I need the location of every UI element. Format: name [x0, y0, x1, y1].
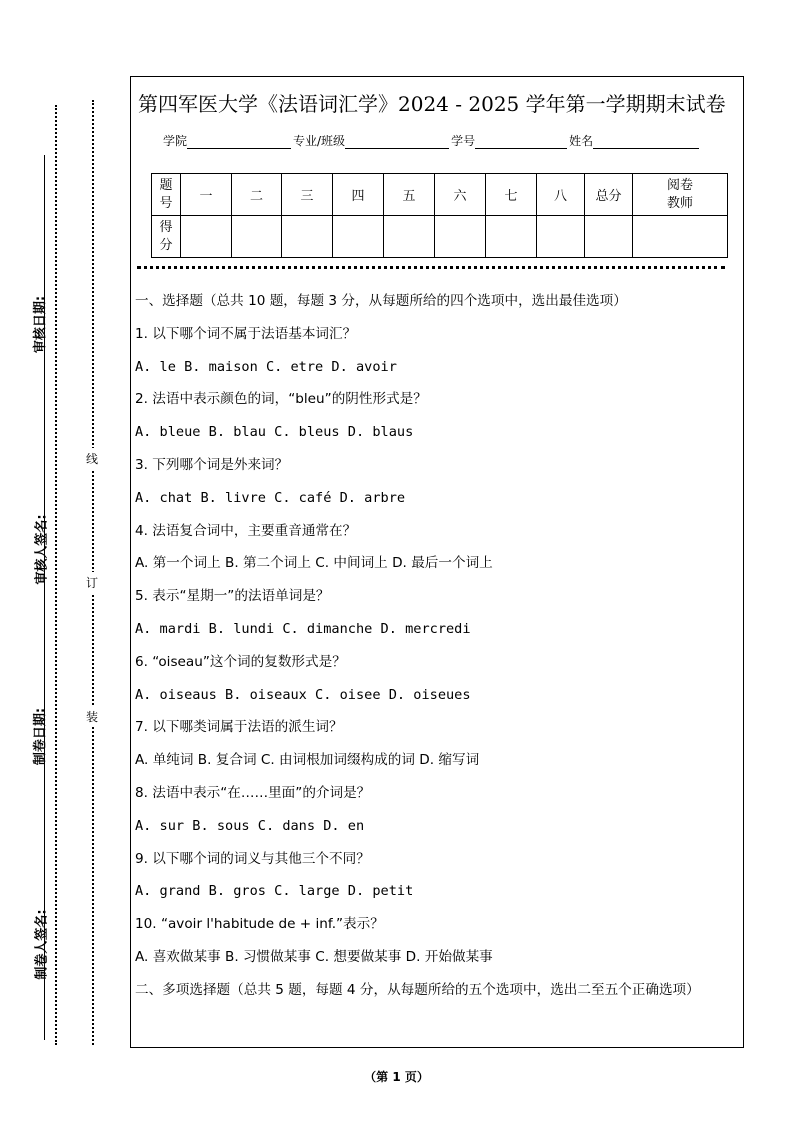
options-line: A. chat B. livre C. café D. arbre: [135, 489, 406, 506]
section2-heading: 二、多项选择题（总共 5 题，每题 4 分，从每题所给的五个选项中，选出二至五个正确选项）: [135, 981, 700, 998]
field-college-label: 学院: [163, 134, 188, 148]
score-col-2: 二: [232, 174, 282, 216]
options-line: A. le B. maison C. etre D. avoir: [135, 358, 397, 375]
score-col-grader: 阅卷 教师: [633, 174, 728, 216]
score-header-label: 题 号: [152, 174, 181, 216]
score-cell-4[interactable]: [333, 216, 384, 258]
maker-sign-label: 制卷人签名:: [34, 909, 50, 980]
section1-heading: 一、选择题（总共 10 题，每题 3 分，从每题所给的四个选项中，选出最佳选项）: [135, 293, 627, 309]
options-line: A. oiseaus B. oiseaux C. oisee D. oiseues: [135, 686, 471, 703]
exam-content: [135, 290, 740, 1001]
score-col-total: 总分: [585, 174, 633, 216]
score-cell-3[interactable]: [282, 216, 333, 258]
score-col-8: 八: [537, 174, 585, 216]
header-divider: [137, 266, 725, 269]
make-date-label: 制卷日期:: [33, 707, 49, 766]
options-line: A. sur B. sous C. dans D. en: [135, 817, 365, 834]
score-col-3: 三: [282, 174, 333, 216]
options-line: A. mardi B. lundi C. dimanche D. mercredi: [135, 620, 471, 637]
score-row-label: 得 分: [152, 216, 181, 258]
score-cell-total[interactable]: [585, 216, 633, 258]
score-cell-8[interactable]: [537, 216, 585, 258]
question-line: 7. 以下哪类词属于法语的派生词？: [135, 719, 343, 736]
score-table: [151, 173, 728, 258]
field-id-label: 学号: [451, 134, 476, 148]
question-line: 10. “avoir l'habitude de + inf.”表示？: [135, 916, 384, 933]
exam-title: 第四军医大学《法语词汇学》2024 - 2025 学年第一学期期末试卷: [138, 92, 726, 116]
options-line: A. 单纯词 B. 复合词 C. 由词根加词缀构成的词 D. 缩写词: [135, 752, 480, 769]
question-line: 4. 法语复合词中，主要重音通常在？: [135, 522, 357, 539]
sidebar-solid-line: [44, 155, 45, 1040]
score-cell-1[interactable]: [181, 216, 232, 258]
score-col-4: 四: [333, 174, 384, 216]
bind-char-zhuang: 装: [86, 706, 98, 727]
question-line: 8. 法语中表示“在……里面”的介词是？: [135, 784, 371, 801]
review-date-label: 审核日期:: [33, 295, 49, 354]
options-line: A. grand B. gros C. large D. petit: [135, 883, 414, 900]
options-line: A. 第一个词上 B. 第二个词上 C. 中间词上 D. 最后一个词上: [135, 555, 493, 572]
field-college-input[interactable]: [187, 135, 291, 149]
score-col-6: 六: [435, 174, 486, 216]
field-name-label: 姓名: [569, 134, 594, 148]
score-col-1: 一: [181, 174, 232, 216]
field-major-input[interactable]: [345, 135, 449, 149]
question-line: 2. 法语中表示颜色的词，“bleu”的阴性形式是？: [135, 391, 427, 408]
score-cell-5[interactable]: [384, 216, 435, 258]
sidebar-dotted-line-outer: [55, 105, 57, 1045]
options-line: A. bleue B. blau C. bleus D. blaus: [135, 424, 414, 441]
score-cell-6[interactable]: [435, 216, 486, 258]
question-line: 1. 以下哪个词不属于法语基本词汇？: [135, 325, 357, 342]
field-id-input[interactable]: [475, 135, 567, 149]
question-line: 9. 以下哪个词的词义与其他三个不同？: [135, 850, 370, 867]
score-cell-7[interactable]: [486, 216, 537, 258]
bind-char-xian: 线: [86, 448, 98, 469]
field-name-input[interactable]: [593, 135, 699, 149]
student-info-row: [163, 132, 701, 149]
field-major-label: 专业/班级: [293, 134, 346, 148]
score-cell-2[interactable]: [232, 216, 282, 258]
score-col-5: 五: [384, 174, 435, 216]
score-cell-grader[interactable]: [633, 216, 728, 258]
score-col-7: 七: [486, 174, 537, 216]
page-number: （第 1 页）: [364, 1070, 429, 1084]
question-line: 3. 下列哪个词是外来词？: [135, 456, 289, 473]
bind-char-ding: 订: [86, 572, 98, 593]
reviewer-sign-label: 审核人签名:: [34, 514, 50, 585]
question-line: 6. “oiseau”这个词的复数形式是？: [135, 653, 346, 670]
question-line: 5. 表示“星期一”的法语单词是？: [135, 588, 330, 605]
options-line: A. 喜欢做某事 B. 习惯做某事 C. 想要做某事 D. 开始做某事: [135, 948, 493, 965]
